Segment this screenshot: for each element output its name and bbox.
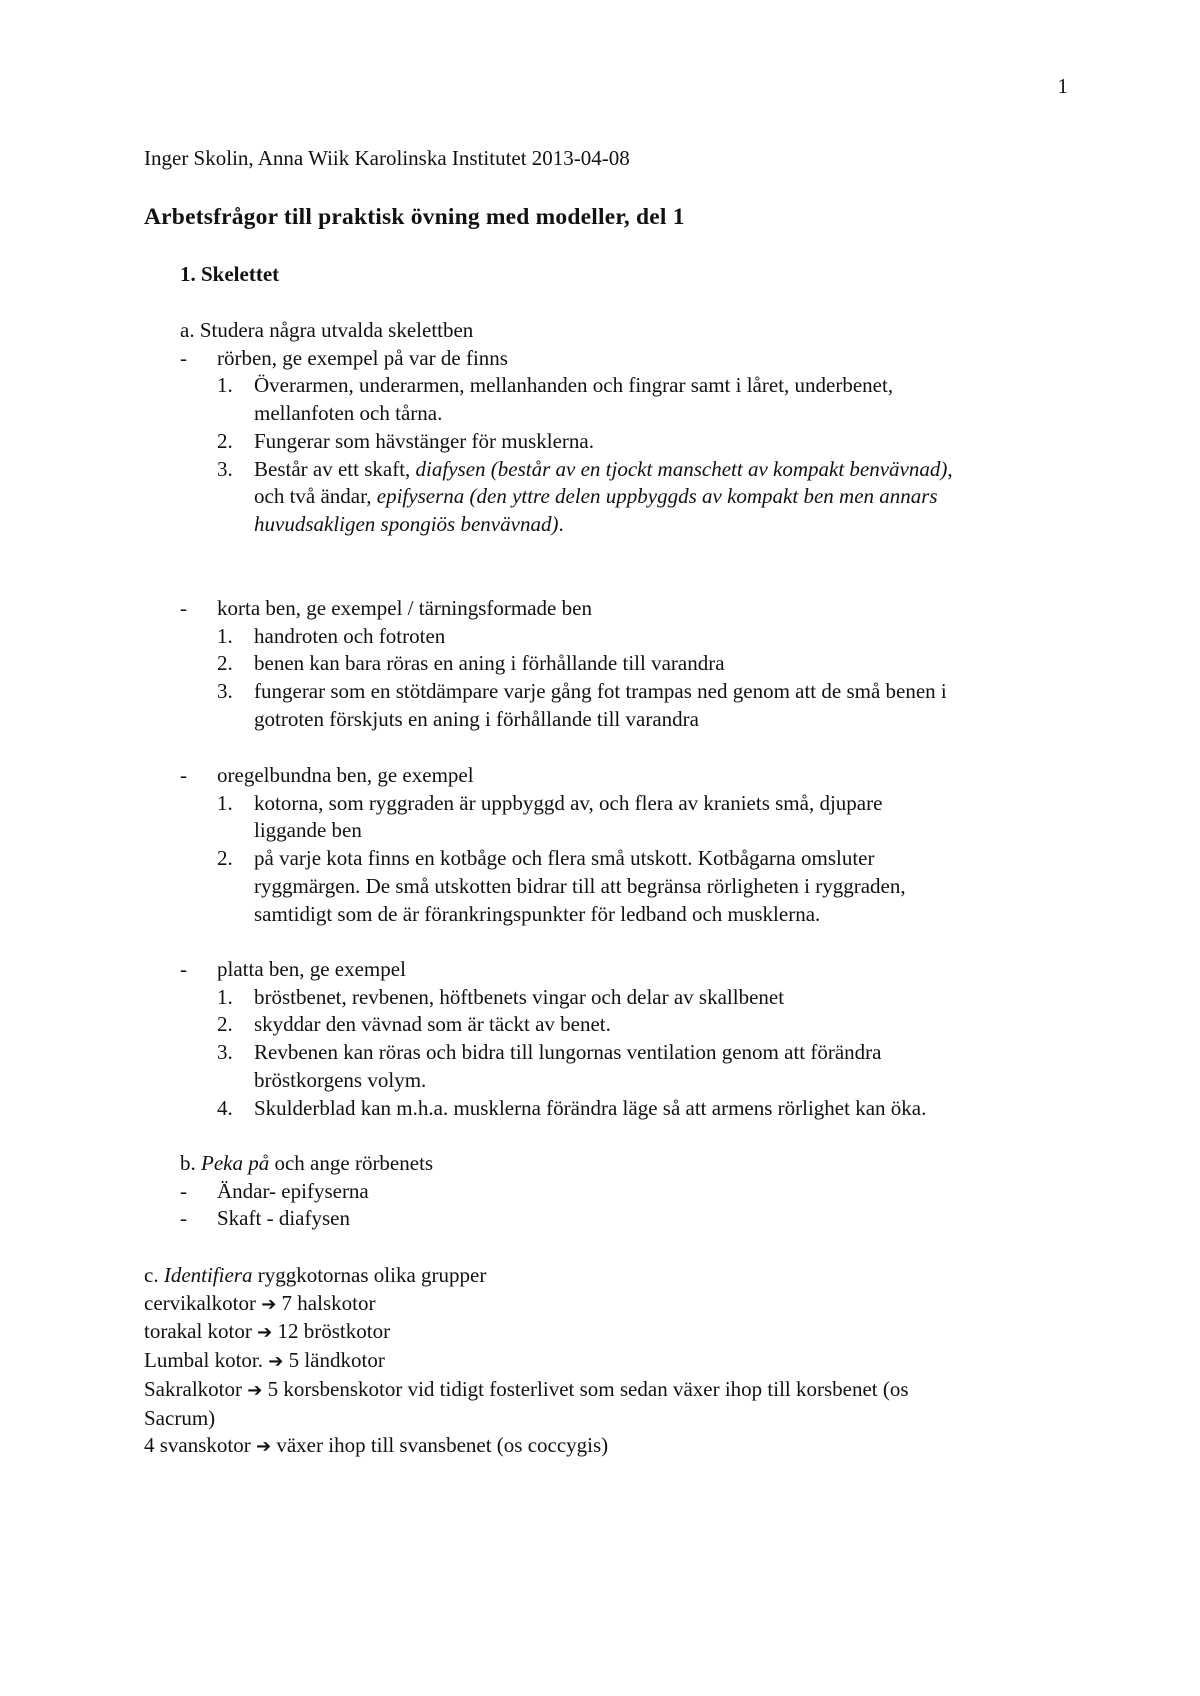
list-item: 2. på varje kota finns en kotbåge och flera små utskott. Kotbågarna omsluter: [217, 846, 875, 871]
list-item: 1. kotorna, som ryggraden är uppbyggd av, och flera av kraniets små, djupare: [217, 790, 883, 815]
list-item: 2. Fungerar som hävstänger för musklerna.: [217, 428, 594, 453]
list-item: 1. handroten och fotroten: [217, 623, 446, 648]
list-item: 2. benen kan bara röras en aning i förhållande till varandra: [217, 651, 725, 676]
dash-bullet: -: [180, 763, 187, 787]
oregelbundna-ben-block: [180, 762, 906, 928]
author-line: Inger Skolin, Anna Wiik Karolinska Institutet 2013-04-08: [144, 146, 630, 170]
list-item: 4. Skulderblad kan m.h.a. musklerna förändra läge så att armens rörlighet kan öka.: [217, 1095, 927, 1120]
right-arrow-icon: ➔: [257, 1322, 273, 1344]
dash-bullet: -: [180, 1178, 187, 1203]
list-item-cont: och två ändar, epifyserna (den yttre delen uppbyggds av kompakt ben men annars: [254, 484, 938, 509]
part-a-heading: a. Studera några utvalda skelettben: [180, 318, 474, 342]
vertebra-group-row: 4 svanskotor ➔ växer ihop till svansbenet (os coccygis): [144, 1433, 609, 1458]
part-b-item: - Ändar- epifyserna: [180, 1178, 433, 1206]
platta-ben-block: [180, 956, 926, 1122]
part-b-item: - Skaft - diafysen: [180, 1205, 433, 1233]
dash-bullet: -: [180, 596, 187, 620]
korta-ben-block: [180, 595, 947, 734]
vertebra-group-row: torakal kotor ➔ 12 bröstkotor: [144, 1319, 391, 1344]
list-item: 1. Överarmen, underarmen, mellanhanden och fingrar samt i låret, underbenet,: [217, 373, 894, 398]
vertebra-group-row-cont: Sacrum): [144, 1405, 216, 1430]
list-item: 3. Består av ett skaft, diafysen (består av en tjockt manschett av kompakt benvävnad),: [217, 456, 953, 481]
part-b-block: [180, 1150, 433, 1233]
list-item-cont: liggande ben: [254, 818, 362, 843]
list-item-cont: ryggmärgen. De små utskotten bidrar till att begränsa rörligheten i ryggraden,: [254, 873, 906, 898]
right-arrow-icon: ➔: [247, 1379, 263, 1401]
oregelbundna-ben-item: - oregelbundna ben, ge exempel: [180, 762, 906, 790]
platta-ben-item: - platta ben, ge exempel: [180, 956, 926, 984]
rorben-item: - rörben, ge exempel på var de finns: [180, 345, 953, 373]
list-item-cont: gotroten förskjuts en aning i förhållande till varandra: [254, 706, 699, 731]
vertebra-group-row: Sakralkotor ➔ 5 korsbenskotor vid tidigt fosterlivet som sedan växer ihop till korsbenet (os: [144, 1376, 909, 1401]
list-item: 3. fungerar som en stötdämpare varje gång fot trampas ned genom att de små benen i: [217, 679, 947, 704]
list-item: 3. Revbenen kan röras och bidra till lungornas ventilation genom att förändra: [217, 1040, 882, 1065]
list-item-cont: samtidigt som de är förankringspunkter för ledband och musklerna.: [254, 901, 821, 926]
page-number: 1: [1057, 74, 1068, 98]
document-title: Arbetsfrågor till praktisk övning med modeller, del 1: [144, 204, 685, 230]
section-heading: 1. Skelettet: [180, 262, 280, 286]
part-c-heading: c. Identifiera ryggkotornas olika grupper: [144, 1263, 487, 1287]
dash-bullet: -: [180, 345, 187, 370]
right-arrow-icon: ➔: [261, 1293, 277, 1315]
list-item: 2. skyddar den vävnad som är täckt av benet.: [217, 1012, 611, 1037]
right-arrow-icon: ➔: [256, 1436, 272, 1458]
list-item: 1. bröstbenet, revbenen, höftbenets vingar och delar av skallbenet: [217, 984, 785, 1009]
vertebra-group-row: Lumbal kotor. ➔ 5 ländkotor: [144, 1348, 385, 1373]
list-item-cont: huvudsakligen spongiös benvävnad).: [254, 511, 564, 536]
list-item-cont: mellanfoten och tårna.: [254, 401, 443, 426]
part-b-heading: b. Peka på och ange rörbenets: [180, 1151, 434, 1175]
vertebra-group-row: cervikalkotor ➔ 7 halskotor: [144, 1290, 376, 1315]
list-item-cont: bröstkorgens volym.: [254, 1067, 427, 1092]
right-arrow-icon: ➔: [268, 1351, 284, 1373]
dash-bullet: -: [180, 1206, 187, 1231]
korta-ben-item: - korta ben, ge exempel / tärningsformade ben: [180, 595, 947, 623]
part-a-block: [180, 317, 953, 539]
part-c-block: [144, 1262, 909, 1461]
dash-bullet: -: [180, 957, 187, 981]
